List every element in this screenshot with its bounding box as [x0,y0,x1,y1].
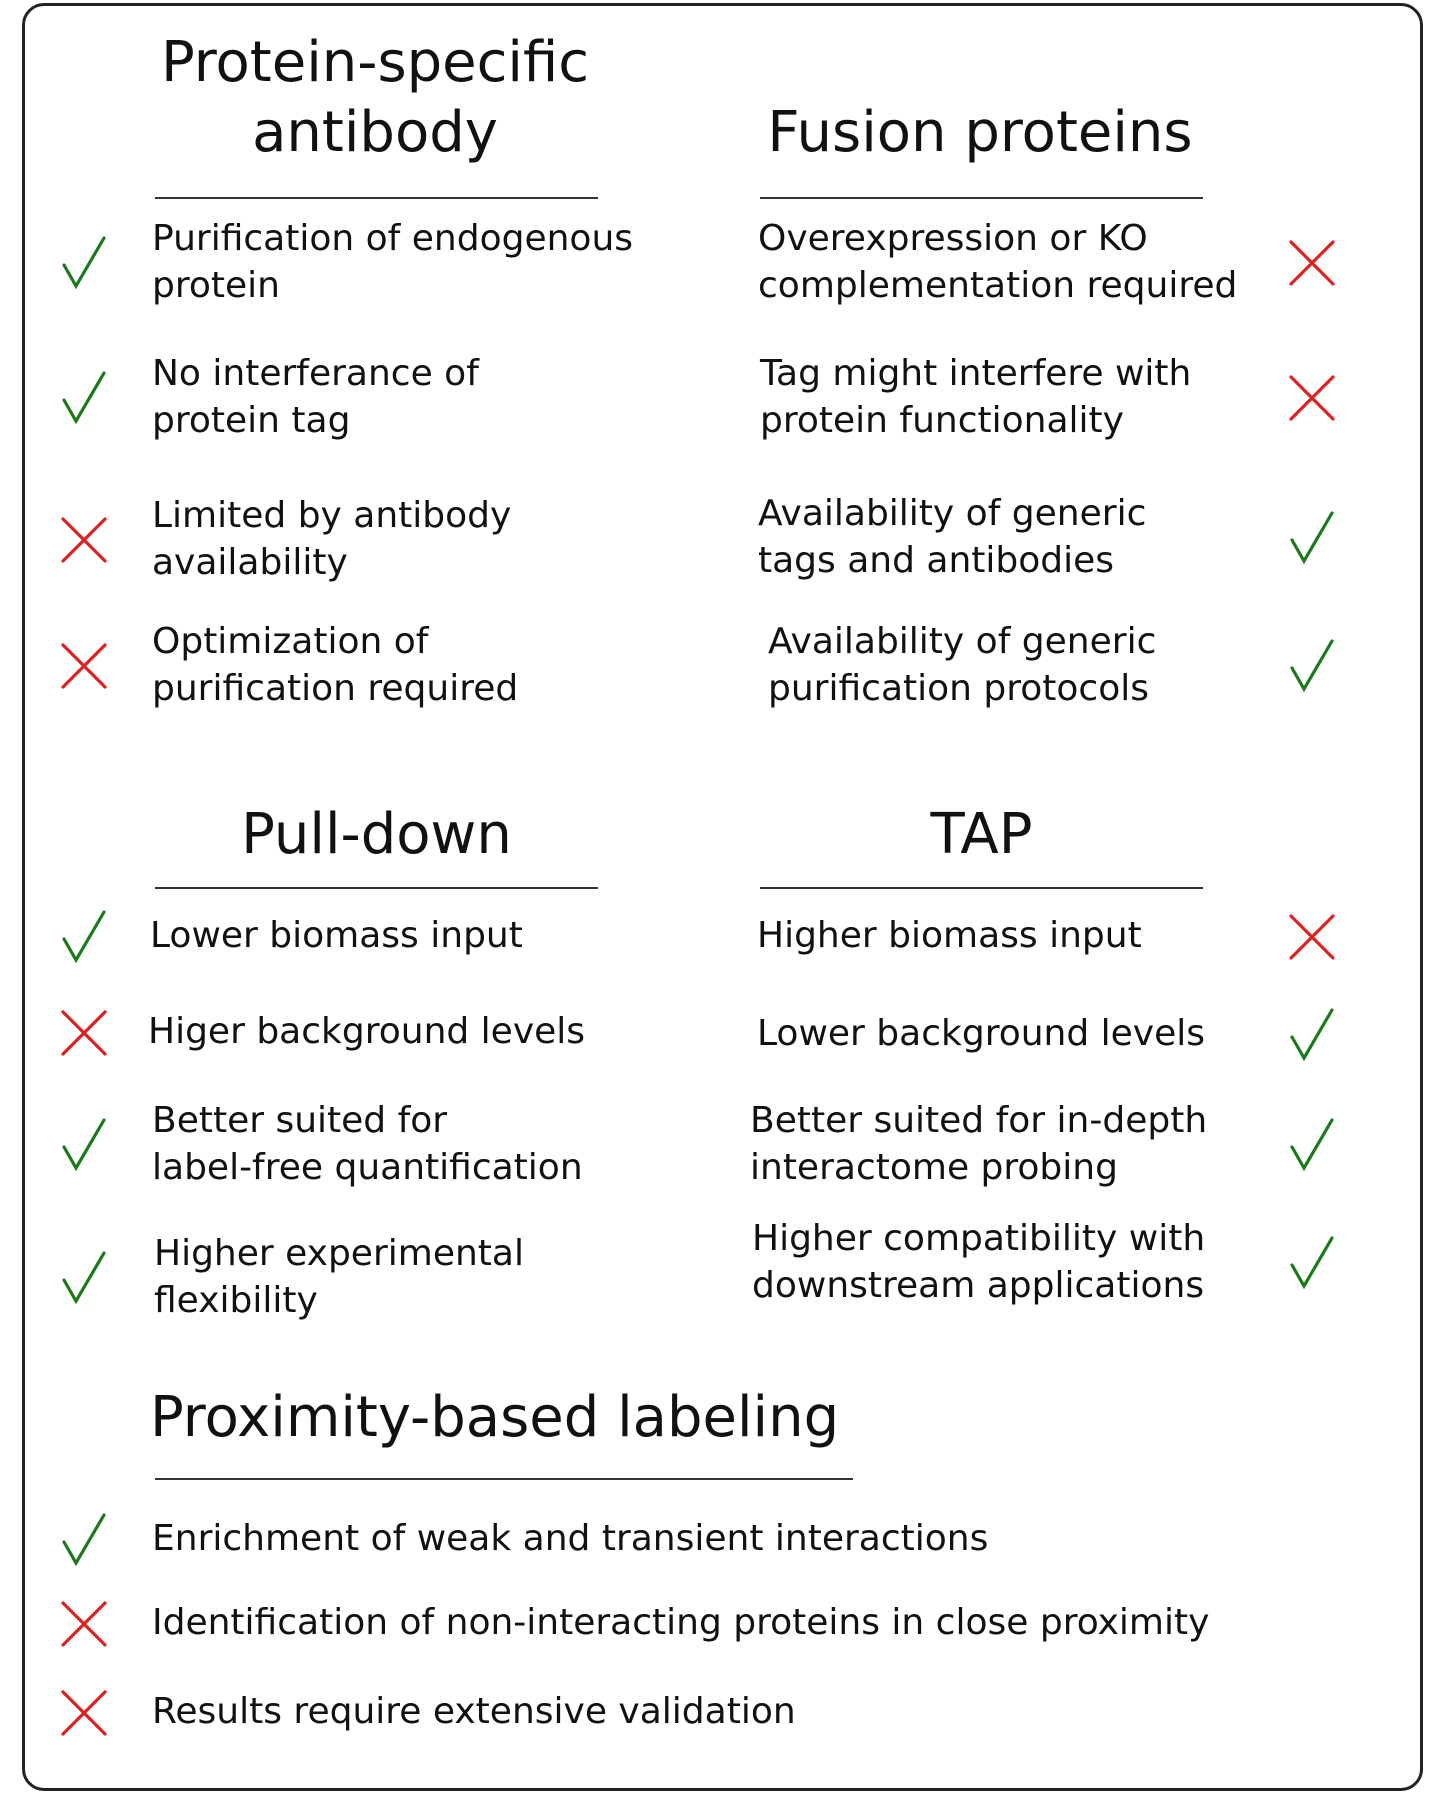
check-icon [58,906,110,966]
cross-icon [58,1593,110,1653]
tap-item-1: Higher biomass input [757,915,1142,956]
tap-item-4: Higher compatibility with downstream applications [752,1218,1206,1306]
check-icon [1286,635,1338,695]
check-icon [58,1247,110,1307]
pulldown-item-1: Lower biomass input [150,915,523,956]
pulldown-item-2: Higer background levels [148,1011,586,1052]
check-icon [1286,1114,1338,1174]
protein-specific-heading: Protein-specific antibody [160,30,590,165]
protein-specific-divider [155,197,598,199]
cross-icon [1286,906,1338,966]
tap-item-2: Lower background levels [757,1013,1206,1054]
tap-divider [760,887,1203,889]
cross-icon [58,509,110,569]
cross-icon [1286,232,1338,292]
check-icon [58,232,110,292]
fusion-item-3: Availability of generic tags and antibodies [758,493,1147,581]
tap-item-3: Better suited for in-depth interactome probing [750,1100,1208,1188]
proximity-heading: Proximity-based labeling [150,1385,840,1450]
proximity-item-3: Results require extensive validation [152,1691,796,1732]
protein-specific-item-4: Optimization of purification required [152,621,519,709]
pulldown-item-3: Better suited for label-free quantification [152,1100,583,1188]
pulldown-item-4: Higher experimental flexibility [154,1233,524,1321]
cross-icon [58,635,110,695]
proximity-item-2: Identification of non-interacting proteins in close proximity [152,1602,1210,1643]
cross-icon [58,1682,110,1742]
check-icon [1286,1232,1338,1292]
protein-specific-item-2: No interferance of protein tag [152,353,479,441]
tap-heading: TAP [930,802,1033,867]
fusion-divider [760,197,1203,199]
proximity-item-1: Enrichment of weak and transient interactions [152,1518,989,1559]
fusion-item-1: Overexpression or KO complementation required [758,218,1238,306]
pulldown-heading: Pull-down [241,802,512,867]
check-icon [58,1509,110,1569]
protein-specific-item-3: Limited by antibody availability [152,495,512,583]
cross-icon [58,1002,110,1062]
check-icon [1286,507,1338,567]
check-icon [1286,1004,1338,1064]
check-icon [58,1114,110,1174]
proximity-divider [155,1478,853,1480]
cross-icon [1286,367,1338,427]
pulldown-divider [155,887,598,889]
fusion-item-4: Availability of generic purification protocols [768,621,1157,709]
check-icon [58,367,110,427]
protein-specific-item-1: Purification of endogenous protein [152,218,634,306]
fusion-heading: Fusion proteins [767,100,1193,165]
fusion-item-2: Tag might interfere with protein functionality [760,353,1192,441]
